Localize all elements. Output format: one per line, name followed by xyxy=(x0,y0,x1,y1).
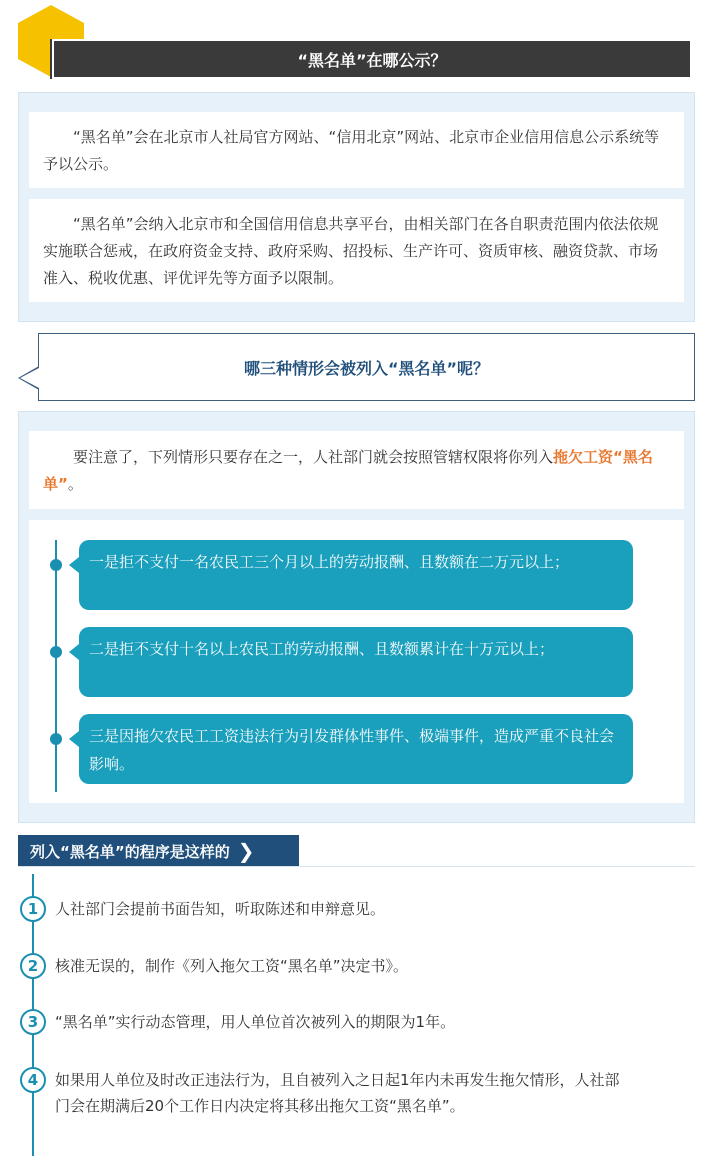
situation-text: 三是因拖欠农民工工资违法行为引发群体性事件、极端事件，造成严重不良社会影响。 xyxy=(89,727,615,773)
question-text: 哪三种情形会被列入“黑名单”呢？ xyxy=(243,358,490,378)
timeline-dot xyxy=(50,646,62,658)
publicity-paragraph-1: “黑名单”会在北京市人社局官方网站、“信用北京”网站、北京市企业信用信息公示系统等予以公示。 xyxy=(43,128,660,173)
timeline-pointer xyxy=(69,557,79,573)
chevron-right-icon: ❯ xyxy=(237,839,255,863)
intro-text: 要注意了，下列情形只要存在之一，人社部门就会按照管辖权限将你列入 xyxy=(73,448,554,466)
procedure-divider xyxy=(18,866,695,867)
publicity-paragraph-2: “黑名单”会纳入北京市和全国信用信息共享平台，由相关部门在各自职责范围内依法依规实施联合惩戒，在政府资金支持、政府采购、招投标、生产许可、资质审核、融资贷款、市场准入、税收优惠、评优评先等方面予以限制。 xyxy=(43,215,659,287)
situation-text: 一是拒不支付一名农民工三个月以上的劳动报酬、且数额在二万元以上； xyxy=(89,553,570,571)
section-title-publicity xyxy=(52,39,692,79)
timeline-pointer xyxy=(69,644,79,660)
situation-item-3 xyxy=(79,714,633,784)
step-number-badge xyxy=(20,896,46,922)
timeline-line xyxy=(55,540,57,792)
question-callout xyxy=(38,333,695,401)
step-text-4: 如果用人单位及时改正违法行为，且自被列入之日起1年内未再发生拖欠情形，人社部门会在期满后20个工作日内决定将其移出拖欠工资“黑名单”。 xyxy=(55,1071,620,1115)
publicity-card-1 xyxy=(29,112,684,188)
intro-end: 。 xyxy=(67,475,83,493)
step-number-badge xyxy=(20,953,46,979)
section-title-text: “黑名单”在哪公示？ xyxy=(297,50,447,70)
step-number-badge xyxy=(20,1067,46,1093)
situation-item-2 xyxy=(79,627,633,697)
step-number: 2 xyxy=(27,957,39,975)
procedure-title-text: 列入“黑名单”的程序是这样的 xyxy=(30,842,230,861)
intro-highlight: 拖欠工资“黑名单” xyxy=(43,448,653,493)
step-number: 4 xyxy=(27,1071,39,1089)
step-text-3: “黑名单”实行动态管理，用人单位首次被列入的期限为1年。 xyxy=(55,1013,456,1031)
situation-text: 二是拒不支付十名以上农民工的劳动报酬、且数额累计在十万元以上； xyxy=(89,640,555,658)
timeline-dot xyxy=(50,559,62,571)
step-text-2: 核准无误的，制作《列入拖欠工资“黑名单”决定书》。 xyxy=(55,957,409,975)
intro-paragraph xyxy=(43,444,670,498)
step-text-1: 人社部门会提前书面告知，听取陈述和申辩意见。 xyxy=(55,900,386,918)
step-number: 3 xyxy=(27,1013,39,1031)
situation-item-1 xyxy=(79,540,633,610)
procedure-title-tab xyxy=(18,835,299,867)
timeline-pointer xyxy=(69,731,79,747)
step-number: 1 xyxy=(27,900,39,918)
publicity-card-2 xyxy=(29,199,684,302)
timeline-dot xyxy=(50,733,62,745)
callout-pointer-inner xyxy=(20,368,39,388)
step-number-badge xyxy=(20,1009,46,1035)
intro-card xyxy=(29,431,684,509)
